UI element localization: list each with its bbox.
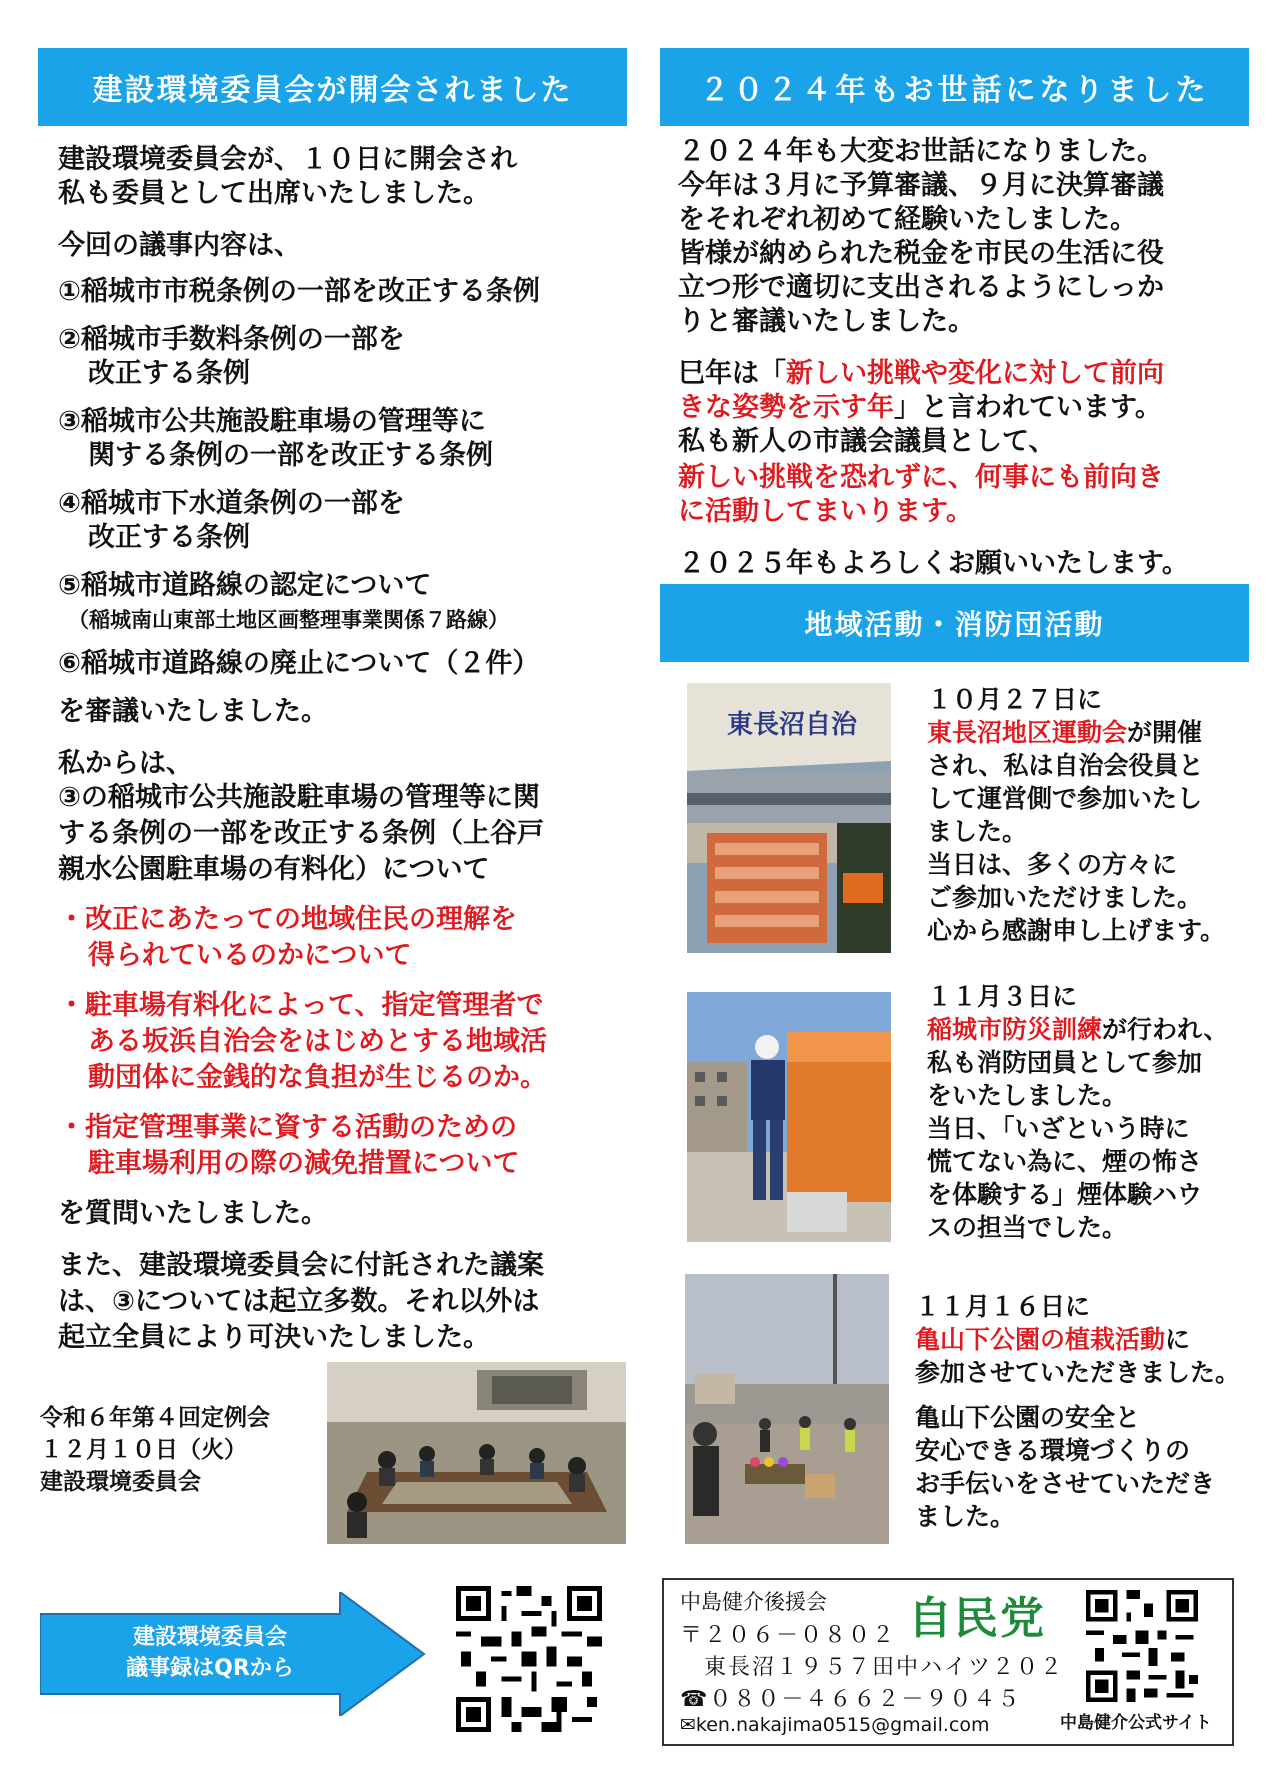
new-year-header bbox=[660, 48, 1249, 126]
activity-line: １０月２７日に bbox=[927, 685, 1103, 714]
supporters-contact-box bbox=[662, 1578, 1234, 1746]
caption-line: 建設環境委員会 bbox=[40, 1469, 201, 1495]
arrow-line: 建設環境委員会 bbox=[132, 1625, 287, 1650]
greeting-line: 今年は３月に予算審議、９月に決算審議 bbox=[678, 170, 1164, 201]
activity-rest: に bbox=[1165, 1325, 1191, 1354]
activity-line: ました。 bbox=[915, 1502, 1016, 1531]
agenda-item: ②稲城市手数料条例の一部を bbox=[58, 324, 405, 355]
activity-highlight: 東長沼地区運動会 bbox=[927, 718, 1128, 747]
snake-year-quote: 新しい挑戦や変化に対して前向 bbox=[786, 358, 1164, 389]
committee-header bbox=[38, 48, 627, 126]
activity-header bbox=[660, 584, 1249, 662]
phone-icon: ☎ bbox=[680, 1687, 710, 1712]
agenda-item: ⑤稲城市道路線の認定について bbox=[58, 570, 432, 601]
park-planting-photo bbox=[685, 1274, 889, 1544]
activity-line: １１月３日に bbox=[927, 982, 1078, 1011]
result-line: 起立全員により可決いたしました。 bbox=[58, 1322, 490, 1353]
tent-sign: 東長沼自治 bbox=[727, 710, 858, 740]
agenda-item: ④稲城市下水道条例の一部を bbox=[58, 488, 405, 519]
activity-line: 亀山下公園の安全と bbox=[915, 1403, 1141, 1432]
activity-highlight: 稲城市防災訓練 bbox=[927, 1015, 1103, 1044]
question-line: 動団体に金銭的な負担が生じるのか。 bbox=[88, 1062, 547, 1093]
address: 東長沼１９５７田中ハイツ２０２ bbox=[704, 1655, 1065, 1680]
activity-line: 当日は、多くの方々に bbox=[927, 850, 1178, 879]
snake-year-prefix: 巳年は「 bbox=[678, 358, 786, 389]
photo-caption bbox=[40, 1402, 270, 1498]
caption-line: 令和６年第４回定例会 bbox=[40, 1405, 270, 1431]
resolve-line: 新しい挑戦を恐れずに、何事にも前向き bbox=[678, 462, 1164, 493]
activity-line: 慌てない為に、煙の怖さ bbox=[927, 1147, 1203, 1176]
question-line: ・指定管理事業に資する活動のための bbox=[58, 1112, 517, 1143]
result-line: また、建設環境委員会に付託された議案 bbox=[58, 1250, 544, 1281]
intro-line: 私も委員として出席いたしました。 bbox=[58, 178, 490, 209]
minutes-qr-code[interactable] bbox=[456, 1586, 602, 1732]
activity-rest: が行われ、 bbox=[1102, 1015, 1229, 1044]
agenda-item: 関する条例の一部を改正する条例 bbox=[88, 440, 493, 471]
minutes-arrow-text bbox=[70, 1622, 350, 1684]
greeting-line: をそれぞれ初めて経験いたしました。 bbox=[678, 204, 1137, 235]
activity-line: 心から感謝申し上げます。 bbox=[927, 916, 1226, 945]
activity-line: 安心できる環境づくりの bbox=[915, 1436, 1191, 1465]
agenda-item: ③稲城市公共施設駐車場の管理等に bbox=[58, 406, 486, 437]
agenda-item: ⑥稲城市道路線の廃止について（２件） bbox=[58, 648, 540, 679]
phone[interactable] bbox=[680, 1682, 1021, 1713]
question-line: 駐車場利用の際の減免措置について bbox=[88, 1148, 520, 1179]
activity-line: を体験する」煙体験ハウ bbox=[927, 1180, 1203, 1209]
question-line: ・駐車場有料化によって、指定管理者で bbox=[58, 990, 544, 1021]
phone-number: ０８０－４６６２－９０４５ bbox=[709, 1687, 1022, 1712]
sports-day-text bbox=[927, 683, 1225, 947]
activity-header-text: 地域活動・消防団活動 bbox=[804, 608, 1105, 641]
email[interactable] bbox=[680, 1714, 989, 1736]
agenda-lead: 今回の議事内容は、 bbox=[58, 230, 301, 261]
new-year-header-text: ２０２４年もお世話になりました bbox=[699, 73, 1210, 108]
agenda-item: 改正する条例 bbox=[88, 522, 250, 553]
closing-line: ２０２５年もよろしくお願いいたします。 bbox=[678, 548, 1189, 579]
activity-line: お手伝いをさせていただき bbox=[915, 1469, 1216, 1498]
mine-lead: 私からは、 bbox=[58, 748, 193, 779]
official-site-qr-code[interactable] bbox=[1086, 1590, 1198, 1702]
deliberated-text: を審議いたしました。 bbox=[58, 696, 328, 727]
activity-line: して運営側で参加いたし bbox=[927, 784, 1203, 813]
snake-year-suffix: 」と言われています。 bbox=[894, 392, 1162, 423]
activity-line: ました。 bbox=[927, 817, 1028, 846]
asked-text: を質問いたしました。 bbox=[58, 1198, 328, 1229]
greeting-line: 皆様が納められた税金を市民の生活に役 bbox=[678, 238, 1164, 269]
mine-line: 親水公園駐車場の有料化）について bbox=[58, 854, 490, 885]
agenda-item: 改正する条例 bbox=[88, 358, 250, 389]
question-line: ある坂浜自治会をはじめとする地域活 bbox=[88, 1026, 547, 1057]
activity-highlight: 亀山下公園の植栽活動 bbox=[915, 1325, 1166, 1354]
caption-line: １２月１０日（火） bbox=[40, 1437, 247, 1463]
activity-line: をいたしました。 bbox=[927, 1081, 1128, 1110]
greeting-line: りと審議いたしました。 bbox=[678, 306, 975, 337]
activity-line: 当日、「いざという時に bbox=[927, 1114, 1190, 1143]
disaster-drill-photo bbox=[687, 992, 891, 1242]
question-line: 得られているのかについて bbox=[88, 940, 412, 971]
mine-line: ③の稲城市公共施設駐車場の管理等に関 bbox=[58, 782, 540, 813]
agenda-item: ①稲城市市税条例の一部を改正する条例 bbox=[58, 276, 540, 307]
resolve-line: 私も新人の市議会議員として、 bbox=[678, 426, 1056, 457]
park-planting-text bbox=[915, 1290, 1240, 1533]
activity-line: 私も消防団員として参加 bbox=[927, 1048, 1203, 1077]
activity-line bbox=[927, 716, 1225, 749]
snake-year-line bbox=[678, 390, 1162, 426]
activity-line: され、私は自治会役員と bbox=[927, 751, 1204, 780]
intro-line: 建設環境委員会が、１０日に開会され bbox=[58, 144, 517, 175]
disaster-drill-text bbox=[927, 980, 1229, 1244]
activity-line bbox=[915, 1323, 1240, 1356]
snake-year-quote-end: きな姿勢を示す年 bbox=[678, 392, 894, 423]
activity-line: 参加させていただきました。 bbox=[915, 1358, 1241, 1387]
activity-line bbox=[927, 1013, 1229, 1046]
activity-line: １１月１６日に bbox=[915, 1292, 1091, 1321]
ldp-logo: 自民党 bbox=[908, 1593, 1046, 1644]
committee-header-text: 建設環境委員会が開会されました bbox=[92, 73, 573, 108]
mail-icon: ✉ bbox=[680, 1714, 696, 1736]
committee-meeting-photo bbox=[327, 1362, 626, 1544]
greeting-line: 立つ形で適切に支出されるようにしっか bbox=[678, 272, 1164, 303]
agenda-item-note: （稲城南山東部土地区画整理事業関係７路線） bbox=[68, 608, 509, 632]
sports-day-photo bbox=[687, 683, 891, 953]
mine-line: する条例の一部を改正する条例（上谷戸 bbox=[58, 818, 544, 849]
org-name: 中島健介後援会 bbox=[680, 1590, 827, 1614]
snake-year-line bbox=[678, 356, 1164, 392]
email-address: ken.nakajima0515@gmail.com bbox=[695, 1714, 990, 1736]
minutes-arrow bbox=[40, 1592, 426, 1716]
resolve-line: に活動してまいります。 bbox=[678, 496, 973, 527]
activity-line: スの担当でした。 bbox=[927, 1213, 1128, 1242]
question-line: ・改正にあたっての地域住民の理解を bbox=[58, 904, 517, 935]
result-line: は、③については起立多数。それ以外は bbox=[58, 1286, 540, 1317]
greeting-line: ２０２４年も大変お世話になりました。 bbox=[678, 136, 1164, 167]
activity-line: ご参加いただけました。 bbox=[927, 883, 1203, 912]
arrow-line: 議事録はQRから bbox=[126, 1656, 294, 1681]
official-site-label: 中島健介公式サイト bbox=[1060, 1713, 1212, 1733]
zip-code: 〒２０６－０８０２ bbox=[680, 1623, 897, 1648]
activity-rest: が開催 bbox=[1127, 718, 1203, 747]
